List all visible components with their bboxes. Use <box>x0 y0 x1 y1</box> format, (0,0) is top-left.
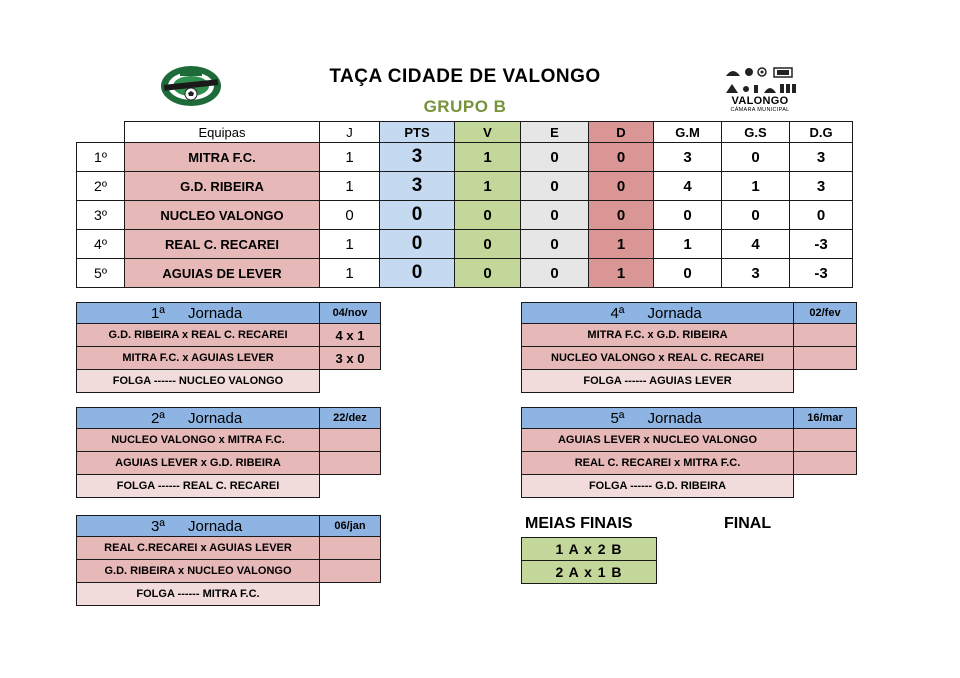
draws: 0 <box>521 259 589 288</box>
jornada-word: Jornada <box>188 409 243 427</box>
match: MITRA F.C. x G.D. RIBEIRA <box>522 324 794 347</box>
municipal-logo-subtext: CÂMARA MUNICIPAL <box>730 107 790 113</box>
draws: 0 <box>521 230 589 259</box>
jornada-date: 02/fev <box>794 303 857 324</box>
jornada-5-table <box>521 407 857 498</box>
match-score: 4 x 1 <box>320 324 381 347</box>
list-item <box>77 537 381 560</box>
match: REAL C.RECAREI x AGUIAS LEVER <box>77 537 320 560</box>
goals-against: 0 <box>722 143 790 172</box>
goals-for: 3 <box>654 143 722 172</box>
semifinal-match: 2 A x 1 B <box>522 561 657 584</box>
list-item <box>77 429 381 452</box>
goal-difference: 0 <box>790 201 853 230</box>
bye-row <box>77 370 381 393</box>
team-name: AGUIAS DE LEVER <box>125 259 320 288</box>
games-played: 1 <box>320 143 380 172</box>
standings-header-row <box>77 122 853 143</box>
col-header-v: V <box>455 122 521 143</box>
jornada-3-table <box>76 515 381 606</box>
goals-for: 0 <box>654 259 722 288</box>
match: NUCLEO VALONGO x REAL C. RECAREI <box>522 347 794 370</box>
col-header-e: E <box>521 122 589 143</box>
jornada-date: 16/mar <box>794 408 857 429</box>
position: 2º <box>77 172 125 201</box>
wins: 0 <box>455 201 521 230</box>
team-name: G.D. RIBEIRA <box>125 172 320 201</box>
jornada-word: Jornada <box>188 304 243 322</box>
bye-row <box>77 583 381 606</box>
match: MITRA F.C. x AGUIAS LEVER <box>77 347 320 370</box>
goals-against: 0 <box>722 201 790 230</box>
jornada-number: 4ª <box>610 304 625 322</box>
goals-for: 0 <box>654 201 722 230</box>
match-score <box>320 452 381 475</box>
match-score: 3 x 0 <box>320 347 381 370</box>
list-item <box>77 324 381 347</box>
position: 1º <box>77 143 125 172</box>
list-item <box>77 452 381 475</box>
games-played: 1 <box>320 172 380 201</box>
list-item <box>522 347 857 370</box>
match: G.D. RIBEIRA x REAL C. RECAREI <box>77 324 320 347</box>
goals-for: 1 <box>654 230 722 259</box>
col-header-gs: G.S <box>722 122 790 143</box>
group-subtitle: GRUPO B <box>423 97 507 116</box>
jornada-number: 2ª <box>151 409 165 427</box>
bye-team: FOLGA ------ REAL C. RECAREI <box>77 475 320 498</box>
standings-table <box>76 121 853 288</box>
list-item <box>522 324 857 347</box>
losses: 1 <box>589 230 654 259</box>
position: 4º <box>77 230 125 259</box>
list-item <box>522 429 857 452</box>
jornada-word: Jornada <box>647 304 702 322</box>
col-header-pts: PTS <box>380 122 455 143</box>
jornada-number: 5ª <box>610 409 625 427</box>
list-item <box>522 561 657 584</box>
col-header-equipas: Equipas <box>125 122 320 143</box>
bye-team: FOLGA ------ MITRA F.C. <box>77 583 320 606</box>
jornada-word: Jornada <box>188 517 243 535</box>
table-row <box>77 230 853 259</box>
jornada-date: 04/nov <box>320 303 381 324</box>
table-row <box>77 201 853 230</box>
match-score <box>794 429 857 452</box>
position: 5º <box>77 259 125 288</box>
table-row <box>77 259 853 288</box>
jornada-header <box>77 303 381 324</box>
match-score <box>794 324 857 347</box>
points: 3 <box>380 143 455 172</box>
col-header-d: D <box>589 122 654 143</box>
draws: 0 <box>521 201 589 230</box>
team-name: MITRA F.C. <box>125 143 320 172</box>
match: NUCLEO VALONGO x MITRA F.C. <box>77 429 320 452</box>
jornada-header <box>77 516 381 537</box>
match: G.D. RIBEIRA x NUCLEO VALONGO <box>77 560 320 583</box>
wins: 1 <box>455 172 521 201</box>
losses: 1 <box>589 259 654 288</box>
bye-row <box>522 370 857 393</box>
goals-against: 3 <box>722 259 790 288</box>
semifinals-table <box>521 537 657 584</box>
table-row <box>77 172 853 201</box>
col-header-gm: G.M <box>654 122 722 143</box>
bye-team: FOLGA ------ NUCLEO VALONGO <box>77 370 320 393</box>
jornada-header <box>77 408 381 429</box>
jornada-date: 22/dez <box>320 408 381 429</box>
team-name: NUCLEO VALONGO <box>125 201 320 230</box>
jornada-date: 06/jan <box>320 516 381 537</box>
semifinal-match: 1 A x 2 B <box>522 538 657 561</box>
bye-row <box>77 475 381 498</box>
games-played: 0 <box>320 201 380 230</box>
list-item <box>522 538 657 561</box>
jornada-1-table <box>76 302 381 393</box>
match-score <box>320 429 381 452</box>
goal-difference: 3 <box>790 143 853 172</box>
points: 0 <box>380 201 455 230</box>
col-header-dg: D.G <box>790 122 853 143</box>
final-label: FINAL <box>724 515 772 532</box>
club-logo <box>158 64 224 110</box>
table-row <box>77 143 853 172</box>
match-score <box>320 560 381 583</box>
page-title: TAÇA CIDADE DE VALONGO <box>329 66 601 87</box>
match-score <box>794 452 857 475</box>
games-played: 1 <box>320 259 380 288</box>
bye-team: FOLGA ------ G.D. RIBEIRA <box>522 475 794 498</box>
position: 3º <box>77 201 125 230</box>
losses: 0 <box>589 172 654 201</box>
points: 3 <box>380 172 455 201</box>
list-item <box>522 452 857 475</box>
list-item <box>77 560 381 583</box>
municipal-logo-text: VALONGO <box>731 95 789 107</box>
jornada-2-table <box>76 407 381 498</box>
jornada-number: 3ª <box>151 517 165 535</box>
jornada-4-table <box>521 302 857 393</box>
municipal-logo-icons <box>724 66 796 80</box>
bye-row <box>522 475 857 498</box>
wins: 1 <box>455 143 521 172</box>
goals-against: 4 <box>722 230 790 259</box>
match-score <box>320 537 381 560</box>
goal-difference: 3 <box>790 172 853 201</box>
draws: 0 <box>521 143 589 172</box>
goals-against: 1 <box>722 172 790 201</box>
losses: 0 <box>589 201 654 230</box>
match-score <box>794 347 857 370</box>
jornada-word: Jornada <box>647 409 702 427</box>
jornada-header <box>522 303 857 324</box>
wins: 0 <box>455 259 521 288</box>
semifinals-label: MEIAS FINAIS <box>525 515 633 532</box>
col-header-j: J <box>320 122 380 143</box>
goal-difference: -3 <box>790 259 853 288</box>
points: 0 <box>380 230 455 259</box>
match: REAL C. RECAREI x MITRA F.C. <box>522 452 794 475</box>
points: 0 <box>380 259 455 288</box>
team-name: REAL C. RECAREI <box>125 230 320 259</box>
draws: 0 <box>521 172 589 201</box>
municipal-logo <box>722 66 798 114</box>
bye-team: FOLGA ------ AGUIAS LEVER <box>522 370 794 393</box>
match: AGUIAS LEVER x NUCLEO VALONGO <box>522 429 794 452</box>
losses: 0 <box>589 143 654 172</box>
list-item <box>77 347 381 370</box>
municipal-logo-icons-row2 <box>722 81 798 95</box>
wins: 0 <box>455 230 521 259</box>
jornada-header <box>522 408 857 429</box>
jornada-number: 1ª <box>151 304 165 322</box>
goals-for: 4 <box>654 172 722 201</box>
match: AGUIAS LEVER x G.D. RIBEIRA <box>77 452 320 475</box>
games-played: 1 <box>320 230 380 259</box>
goal-difference: -3 <box>790 230 853 259</box>
